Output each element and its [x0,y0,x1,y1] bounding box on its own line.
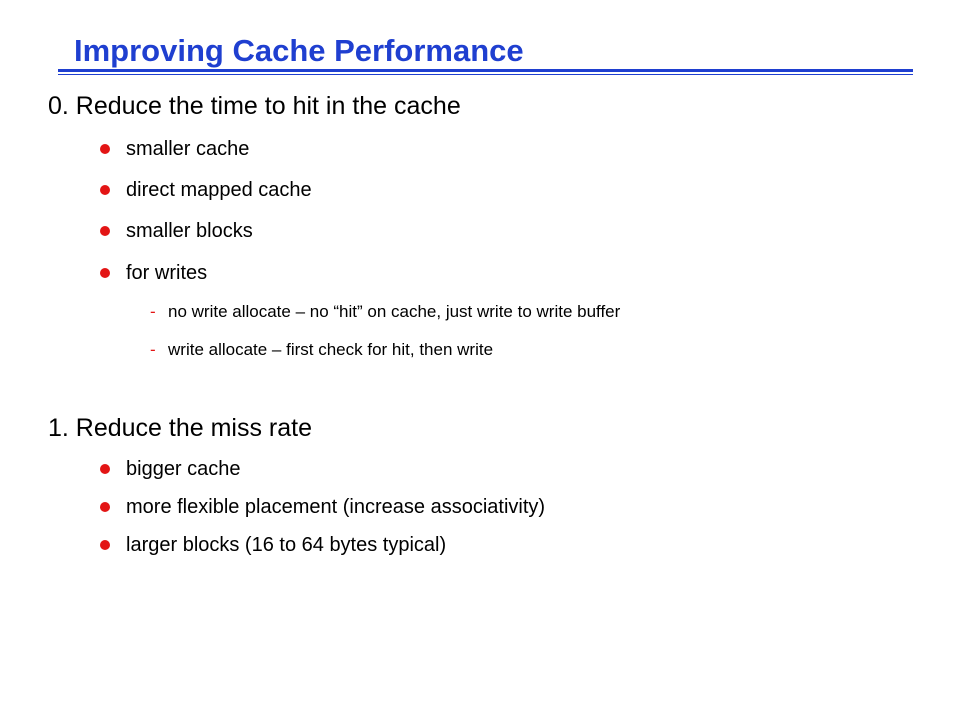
bullet-dot-icon [100,268,110,278]
section-heading-1: 1. Reduce the miss rate [48,414,313,442]
title-underline-thin [58,74,913,75]
bullet-text: direct mapped cache [126,179,312,201]
bullet-text: larger blocks (16 to 64 bytes typical) [126,534,447,556]
dash-marker-icon: - [150,340,156,359]
bullet-text: bigger cache [126,458,241,480]
sub-bullet-text: no write allocate – no “hit” on cache, just write to write buffer [168,302,621,321]
bullet-text: for writes [126,262,208,284]
bullet-dot-icon [100,226,110,236]
bullet-dot-icon [100,144,110,154]
slide-title: Improving Cache Performance [74,33,524,68]
bullet-dot-icon [100,540,110,550]
bullet-text: smaller cache [126,138,250,160]
title-underline-thick [58,69,913,72]
title-bar [58,28,913,74]
bullet-dot-icon [100,502,110,512]
section-heading-0: 0. Reduce the time to hit in the cache [48,92,461,120]
bullet-dot-icon [100,185,110,195]
bullet-text: more flexible placement (increase associativity) [126,496,546,518]
dash-marker-icon: - [150,302,156,321]
bullet-text: smaller blocks [126,220,253,242]
sub-bullet-text: write allocate – first check for hit, then write [168,340,494,359]
bullet-dot-icon [100,464,110,474]
